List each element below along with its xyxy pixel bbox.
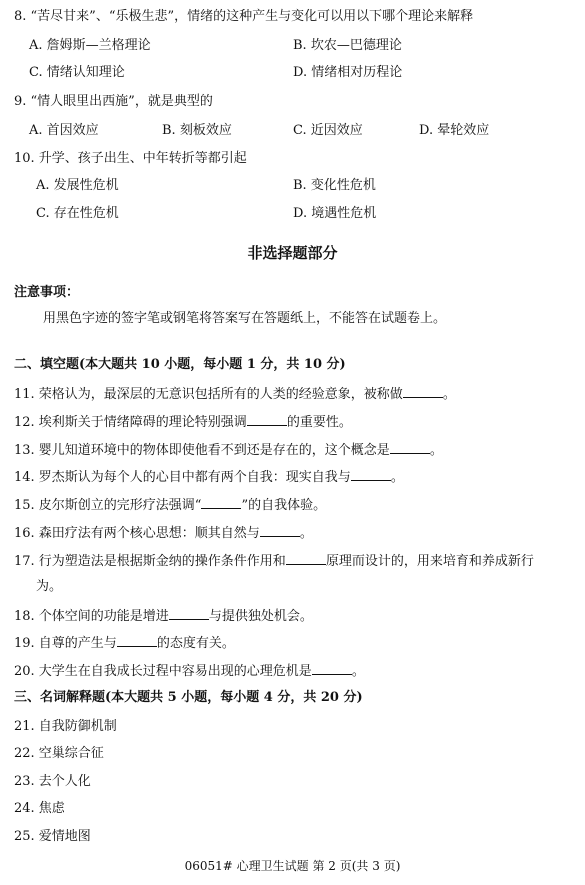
page-footer: 06051# 心理卫生试题 第 2 页(共 3 页) [184,859,401,873]
q20-blank [312,662,352,675]
q9-stem: 9. “情人眼里出西施”，就是典型的 [14,94,213,109]
q10-option-c: C. 存在性危机 [36,206,119,221]
q19-tail: 的态度有关。 [156,636,235,651]
q9-option-d: D. 晕轮效应 [419,123,490,138]
q13-tail: 。 [429,443,443,458]
q10-option-b: B. 变化性危机 [293,178,376,193]
q23: 23. 去个人化 [14,774,91,789]
q12-blank [247,413,287,426]
section2-title: 二、填空题(本大题共 10 小题，每小题 1 分，共 10 分) [14,357,346,372]
q15-tail: ”的自我体验。 [241,498,327,513]
q16-text: 16. 森田疗法有两个核心思想：顺其自然与 [14,526,260,541]
q10-option-a: A. 发展性危机 [36,178,119,193]
q11-text: 11. 荣格认为，最深层的无意识包括所有的人类的经验意象，被称做 [14,387,403,402]
q17-blank [286,552,326,565]
q16-tail: 。 [299,526,313,541]
q17-tail: 原理而设计的，用来培育和养成新行 [325,554,534,569]
q8-option-b: B. 坎农—巴德理论 [293,38,402,53]
q12 [14,413,352,431]
section3-title: 三、名词解释题(本大题共 5 小题，每小题 4 分，共 20 分) [14,690,363,705]
q14 [14,468,404,486]
q19-blank [117,634,157,647]
notice-title: 注意事项： [14,285,80,300]
q16 [14,524,313,542]
q11 [14,385,456,403]
part-title: 非选择题部分 [247,244,338,262]
q11-tail: 。 [442,387,456,402]
q14-blank [351,468,391,481]
q19-text: 19. 自尊的产生与 [14,636,117,651]
q9-option-b: B. 刻板效应 [162,123,232,138]
q25: 25. 爱情地图 [14,829,91,844]
q13 [14,441,443,459]
q9-option-c: C. 近因效应 [293,123,363,138]
q20-tail: 。 [351,664,365,679]
q18-text: 18. 个体空间的功能是增进 [14,609,169,624]
q12-tail: 的重要性。 [286,415,352,430]
q19 [14,634,235,652]
q22: 22. 空巢综合征 [14,746,104,761]
q9-option-a: A. 首因效应 [29,123,99,138]
q10-stem: 10. 升学、孩子出生、中年转折等都引起 [14,151,247,166]
notice-body: 用黑色字迹的签字笔或钢笔将答案写在答题纸上，不能答在试题卷上。 [43,311,447,326]
q14-tail: 。 [390,470,404,485]
q12-text: 12. 埃利斯关于情绪障碍的理论特别强调 [14,415,247,430]
q18-blank [169,607,209,620]
q24: 24. 焦虑 [14,801,65,816]
q17-continuation: 为。 [36,579,63,594]
q13-blank [390,441,430,454]
q8-option-a: A. 詹姆斯—兰格理论 [29,38,151,53]
q15 [14,496,326,514]
q20 [14,662,365,680]
q17 [14,552,534,570]
q8-stem: 8. “苦尽甘来”、“乐极生悲”，情绪的这种产生与变化可以用以下哪个理论来解释 [14,9,474,24]
q11-blank [403,385,443,398]
q15-text: 15. 皮尔斯创立的完形疗法强调“ [14,498,202,513]
q18 [14,607,313,625]
q17-text: 17. 行为塑造法是根据斯金纳的操作条件作用和 [14,554,286,569]
q13-text: 13. 婴儿知道环境中的物体即使他看不到还是存在的，这个概念是 [14,443,390,458]
q18-tail: 与提供独处机会。 [208,609,313,624]
q20-text: 20. 大学生在自我成长过程中容易出现的心理危机是 [14,664,312,679]
q16-blank [260,524,300,537]
q8-option-c: C. 情绪认知理论 [29,65,125,80]
q21: 21. 自我防御机制 [14,719,117,734]
q10-option-d: D. 境遇性危机 [293,206,377,221]
q15-blank [201,496,241,509]
q8-option-d: D. 情绪相对历程论 [293,65,403,80]
q14-text: 14. 罗杰斯认为每个人的心目中都有两个自我：现实自我与 [14,470,351,485]
